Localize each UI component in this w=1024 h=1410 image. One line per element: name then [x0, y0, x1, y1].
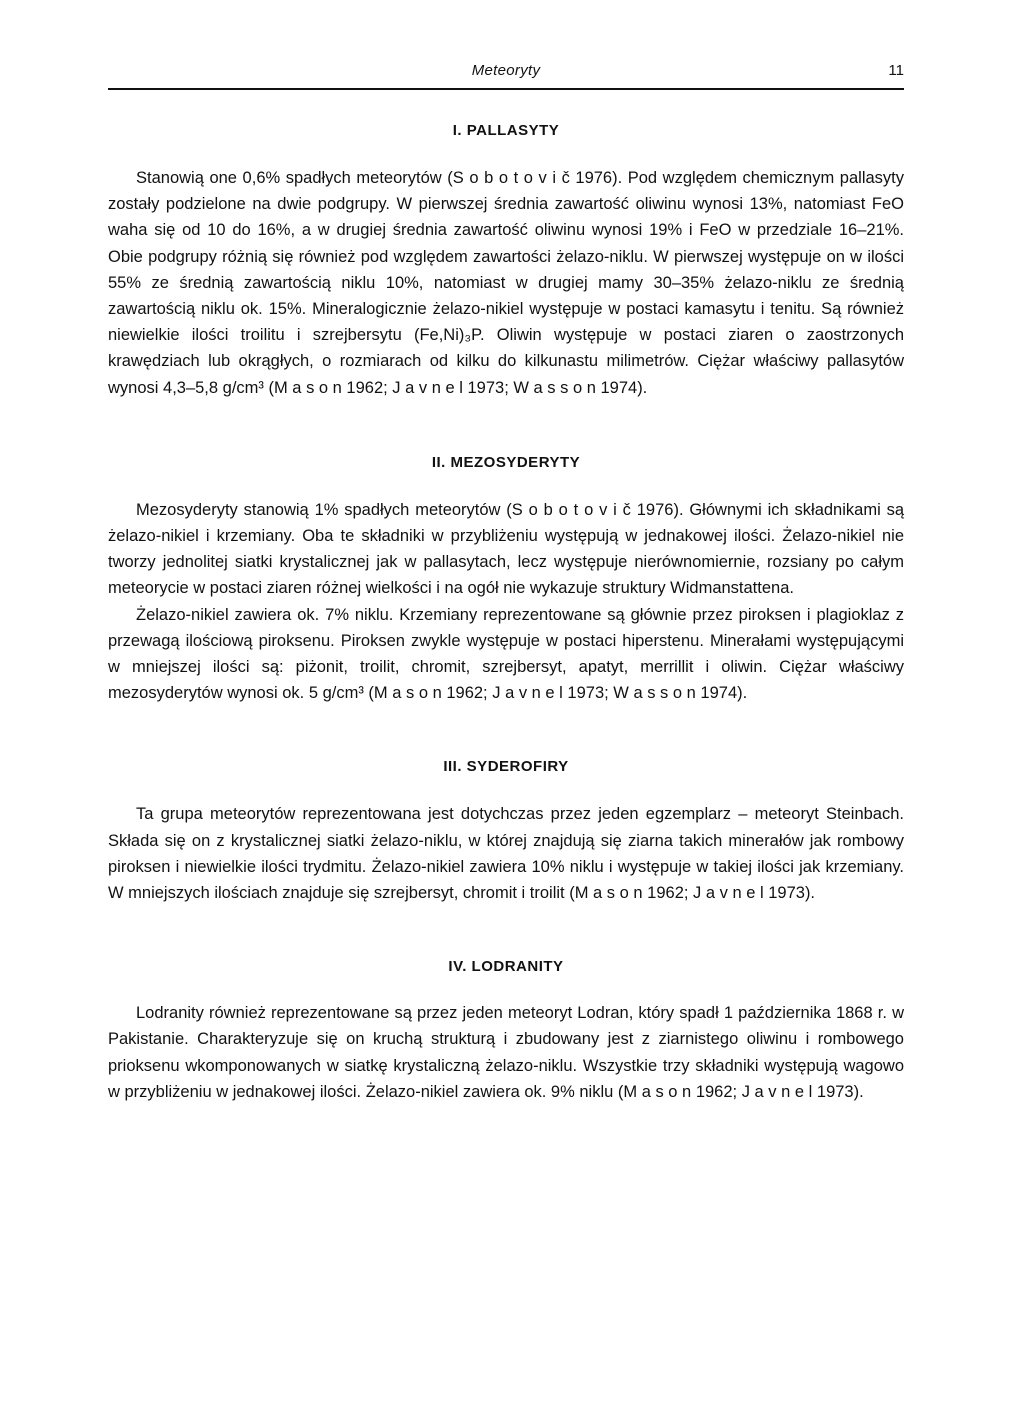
section-paragraph: Lodranity również reprezentowane są przez jeden meteoryt Lodran, który spadł 1 października 1868 r. w Pakistanie. Charakteryzuje się on kruchą strukturą i zbudowany jest z ziarnistego oliwinu i rombowego prioksenu wkomponowanych w siatkę krystaliczną żelazo-niklu. Wszystkie trzy składniki występują wagowo w przybliżeniu w jednakowej ilości. Żelazo-nikiel zawiera ok. 9% niklu (M a s o n 1962; J a v n e l 1973).	[108, 1004, 904, 1101]
section-paragraph: Żelazo-nikiel zawiera ok. 7% niklu. Krzemiany reprezentowane są głównie przez piroksen i plagioklaz z przewagą ilościową piroksenu. Piroksen zwykle występuje w postaci hiperstenu. Minerałami występującymi w mniejszej ilości są: piżonit, troilit, chromit, szrejbersyt, apatyt, merrillit i oliwin. Ciężar właściwy mezosyderytów wynosi ok. 5 g/cm³ (M a s o n 1962; J a v n e l 1973; W a s s o n 1974).	[108, 605, 904, 703]
section-title: IV. LODRANITY	[448, 958, 564, 976]
page-number: 11	[888, 62, 904, 79]
document-page	[108, 58, 904, 1105]
section-title: II. MEZOSYDERYTY	[431, 453, 581, 471]
section-paragraph: Ta grupa meteorytów reprezentowana jest dotychczas przez jeden egzemplarz – meteoryt Steinbach. Składa się on z krystalicznej siatki żelazo-niklu, w której znajdują się ziarna takich minerałów jak rombowy piroksen i niewielkie ilości trydmitu. Żelazo-nikiel zawiera 10% niklu i występuje w takiej ilości jak krzemiany. W mniejszych ilościach znajduje się szrejbersyt, chromit i troilit (M a s o n 1962; J a v n e l 1973).	[108, 805, 904, 903]
section-title: I. PALLASYTY	[452, 122, 560, 139]
section-mezosyderyty	[108, 454, 904, 707]
section-lodranity	[108, 958, 904, 1105]
section-paragraph: Stanowią one 0,6% spadłych meteorytów (S o b o t o v i č 1976). Pod względem chemicznym pallasyty zostały podzielone na dwie podgrupy. W pierwszej średnia zawartość oliwinu wynosi 13%, natomiast FeO waha się od 10 do 16%, a w drugiej średnia zawartość oliwinu wynosi 19% i FeO w przedziale 16–21%. Obie podgrupy różnią się również pod względem zawartości żelazo-niklu. W pierwszej występuje on w ilości 55% ze średnią zawartością niklu 10%, natomiast w drugiej mamy 30–35% żelazo-niklu ze średnią zawartością niklu ok. 15%. Mineralogicznie żelazo-nikiel występuje w postaci kamasytu i tenitu. Są również niewielkie ilości troilitu i szrejbersytu (Fe,Ni)₃P. Oliwin występuje w postaci ziaren o zaostrzonych krawędziach lub okrągłych, o rozmiarach od kilku do kilkunastu milimetrów. Ciężar właściwy pallasytów wynosi 4,3–5,8 g/cm³ (M a s o n 1962; J a v n e l 1973; W a s s o n 1974).	[108, 169, 904, 397]
section-paragraph: Mezosyderyty stanowią 1% spadłych meteorytów (S o b o t o v i č 1976). Głównymi ich składnikami są żelazo-nikiel i krzemiany. Oba te składniki w przybliżeniu występują w jednakowej ilości. Żelazo-nikiel nie tworzy jednolitej siatki krystalicznej jak w pallasytach, lecz występuje nierównomiernie, rozsiany po całym meteorycie w postaci ziaren różnej wielkości i na ogół nie wykazuje struktury Widmanstattena.	[108, 500, 904, 598]
section-title: III. SYDEROFIRY	[443, 758, 569, 776]
section-pallasyty	[108, 122, 904, 401]
section-syderofiry	[108, 758, 904, 906]
running-title: Meteoryty	[471, 62, 541, 79]
running-head	[108, 58, 904, 90]
